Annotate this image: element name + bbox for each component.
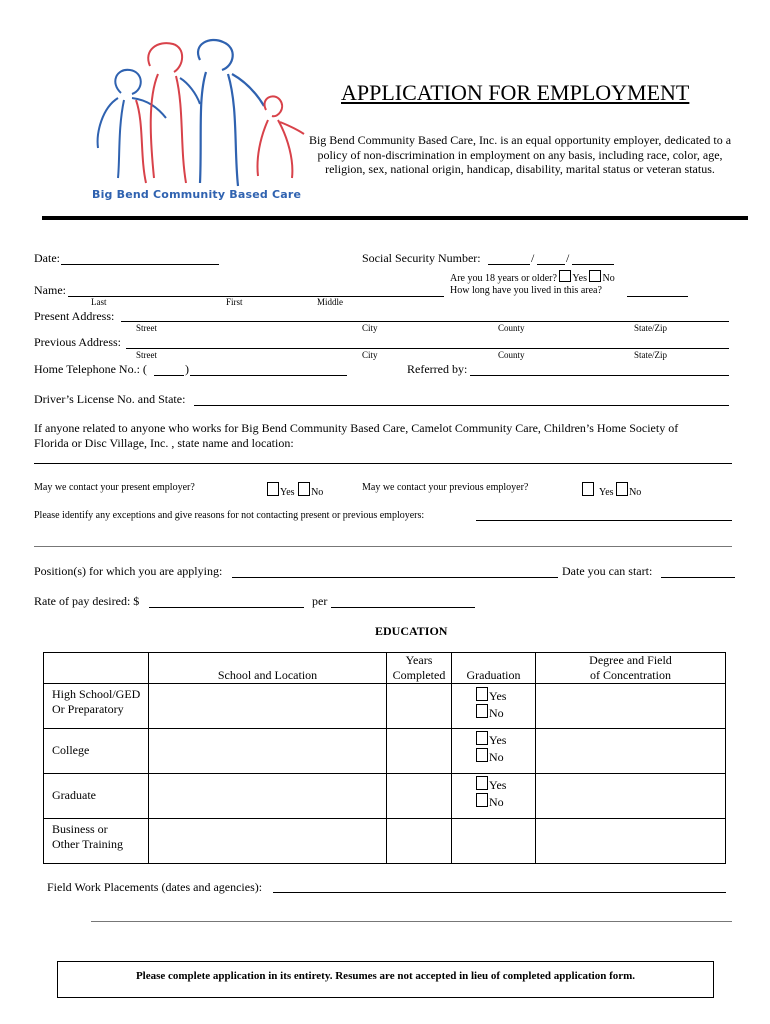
- eeo-statement-line-2: policy of non-discrimination in employment on any basis, including race, color, age,: [317, 148, 723, 162]
- previous-city-caption: City: [362, 350, 378, 360]
- col-years-label-2: Completed: [392, 668, 446, 682]
- education-header-row: [44, 653, 726, 684]
- school-location-cell[interactable]: [149, 729, 387, 774]
- ssn-separator-1: /: [531, 251, 535, 265]
- degree-field-cell[interactable]: [536, 774, 726, 819]
- contact-previous-no-label: No: [629, 487, 642, 498]
- ssn-label: Social Security Number:: [362, 251, 481, 265]
- referred-field[interactable]: [470, 375, 729, 376]
- degree-field-cell[interactable]: [536, 684, 726, 729]
- eeo-statement-line-3: religion, sex, national origin, handicap, disability, marital status or veteran status.: [325, 162, 715, 176]
- col-years-label-1: Years: [405, 653, 433, 667]
- date-field[interactable]: [61, 264, 219, 265]
- years-completed-cell[interactable]: [387, 729, 452, 774]
- graduation-yes-label: Yes: [489, 778, 507, 792]
- graduation-cell: [452, 774, 536, 819]
- education-header-school: [149, 653, 387, 684]
- contact-previous-options: [582, 482, 641, 498]
- graduation-no-label: No: [489, 706, 504, 720]
- row-label-line-1: High School/GED: [52, 687, 141, 701]
- graduation-cell[interactable]: [452, 819, 536, 864]
- referred-label: Referred by:: [407, 362, 468, 376]
- page-title: APPLICATION FOR EMPLOYMENT: [341, 80, 690, 105]
- eeo-statement-line-1: Big Bend Community Based Care, Inc. is an equal opportunity employer, dedicated to a: [308, 133, 732, 147]
- how-long-field[interactable]: [627, 296, 688, 297]
- exceptions-label: Please identify any exceptions and give reasons for not contacting present or previous employers:: [34, 510, 425, 521]
- education-row-high-school: [44, 684, 726, 729]
- school-location-cell[interactable]: [149, 684, 387, 729]
- graduation-no-checkbox[interactable]: [476, 704, 488, 718]
- start-date-field[interactable]: [661, 577, 735, 578]
- name-last-caption: Last: [91, 297, 107, 307]
- how-long-label: How long have you lived in this area?: [450, 285, 602, 296]
- years-completed-cell[interactable]: [387, 684, 452, 729]
- related-question-line-1: If anyone related to anyone who works for Big Bend Community Based Care, Camelot Community Care, Children’s Home Society of: [34, 421, 679, 435]
- graduation-no-label: No: [489, 795, 504, 809]
- rate-per-label: per: [312, 594, 328, 608]
- ssn-field-part-2[interactable]: [537, 264, 565, 265]
- row-label-line-1: Business or: [52, 822, 108, 836]
- contact-previous-no-checkbox[interactable]: [616, 482, 628, 496]
- degree-field-cell[interactable]: [536, 729, 726, 774]
- field-work-field-2[interactable]: [91, 921, 732, 922]
- age-no-checkbox[interactable]: [589, 270, 601, 282]
- row-label-line-1: College: [52, 743, 90, 757]
- age-no-label: No: [602, 273, 615, 284]
- related-question-line-2: Florida or Disc Village, Inc. , state name and location:: [34, 436, 294, 450]
- footer-notice: Please complete application in its entirety. Resumes are not accepted in lieu of completed application form.: [135, 970, 636, 982]
- school-location-cell[interactable]: [149, 774, 387, 819]
- graduation-yes-label: Yes: [489, 689, 507, 703]
- previous-address-label: Previous Address:: [34, 335, 121, 349]
- present-address-field[interactable]: [121, 321, 729, 322]
- age-question: [450, 270, 615, 284]
- rate-per-field[interactable]: [331, 607, 475, 608]
- contact-present-yes-checkbox[interactable]: [267, 482, 279, 496]
- exceptions-field-2[interactable]: [34, 546, 732, 547]
- contact-previous-yes-label: Yes: [599, 487, 614, 498]
- education-row-label: [44, 774, 149, 819]
- graduation-yes-label: Yes: [489, 733, 507, 747]
- col-school-label: School and Location: [217, 668, 318, 682]
- graduation-yes-checkbox[interactable]: [476, 776, 488, 790]
- field-work-field-1[interactable]: [273, 892, 726, 893]
- contact-present-no-label: No: [311, 487, 324, 498]
- col-degree-label-1: Degree and Field: [589, 653, 672, 667]
- education-row-label: [44, 684, 149, 729]
- contact-previous-question: May we contact your previous employer?: [362, 482, 529, 493]
- education-header-type: [44, 653, 149, 684]
- age-question-label: Are you 18 years or older?: [450, 273, 557, 284]
- row-label-line-2: Or Preparatory: [52, 702, 124, 716]
- row-label-line-1: Graduate: [52, 788, 96, 802]
- education-table: [43, 652, 726, 864]
- exceptions-field-1[interactable]: [476, 520, 732, 521]
- contact-present-no-checkbox[interactable]: [298, 482, 310, 496]
- education-heading: EDUCATION: [375, 624, 448, 638]
- previous-statezip-caption: State/Zip: [634, 350, 667, 360]
- related-answer-field[interactable]: [34, 463, 732, 464]
- home-phone-label: Home Telephone No.: (: [34, 362, 147, 376]
- date-label: Date:: [34, 251, 60, 265]
- present-county-caption: County: [498, 323, 525, 333]
- graduation-cell: [452, 684, 536, 729]
- header-divider: [42, 216, 748, 220]
- rate-label: Rate of pay desired: $: [34, 594, 140, 608]
- previous-address-field[interactable]: [126, 348, 729, 349]
- education-row-graduate: [44, 774, 726, 819]
- name-middle-caption: Middle: [317, 297, 343, 307]
- positions-field[interactable]: [232, 577, 558, 578]
- rate-field[interactable]: [149, 607, 304, 608]
- present-street-caption: Street: [136, 323, 157, 333]
- home-phone-number-field[interactable]: [190, 375, 347, 376]
- ssn-field-part-3[interactable]: [572, 264, 614, 265]
- previous-county-caption: County: [498, 350, 525, 360]
- years-completed-cell[interactable]: [387, 774, 452, 819]
- field-work-label: Field Work Placements (dates and agencies):: [47, 880, 263, 894]
- present-address-label: Present Address:: [34, 309, 115, 323]
- ssn-field-part-1[interactable]: [488, 264, 530, 265]
- education-row-label: [44, 819, 149, 864]
- present-city-caption: City: [362, 323, 378, 333]
- education-header-degree: [536, 653, 726, 684]
- school-location-cell[interactable]: [149, 819, 387, 864]
- name-label: Name:: [34, 283, 66, 297]
- footer-notice-box: [57, 961, 714, 998]
- previous-street-caption: Street: [136, 350, 157, 360]
- row-label-line-2: Other Training: [52, 837, 124, 851]
- years-completed-cell[interactable]: [387, 819, 452, 864]
- graduation-yes-checkbox[interactable]: [476, 687, 488, 701]
- graduation-cell: [452, 729, 536, 774]
- contact-present-options: [267, 482, 323, 498]
- ssn-separator-2: /: [566, 251, 570, 265]
- name-first-caption: First: [226, 297, 243, 307]
- col-graduation-label: Graduation: [466, 668, 521, 682]
- education-row-label: [44, 729, 149, 774]
- graduation-no-checkbox[interactable]: [476, 793, 488, 807]
- age-yes-label: Yes: [572, 273, 587, 284]
- license-field[interactable]: [194, 405, 729, 406]
- org-logo: [88, 38, 313, 208]
- graduation-no-label: No: [489, 750, 504, 764]
- education-row-business: [44, 819, 726, 864]
- positions-label: Position(s) for which you are applying:: [34, 564, 223, 578]
- contact-present-yes-label: Yes: [280, 487, 295, 498]
- age-yes-checkbox[interactable]: [559, 270, 571, 282]
- start-date-label: Date you can start:: [562, 564, 653, 578]
- logo-text: Big Bend Community Based Care: [92, 188, 302, 201]
- present-statezip-caption: State/Zip: [634, 323, 667, 333]
- degree-field-cell[interactable]: [536, 819, 726, 864]
- col-degree-label-2: of Concentration: [590, 668, 671, 682]
- graduation-no-checkbox[interactable]: [476, 748, 488, 762]
- education-row-college: [44, 729, 726, 774]
- education-header-graduation: [452, 653, 536, 684]
- home-phone-close-paren: ): [185, 362, 189, 376]
- name-field[interactable]: [68, 296, 444, 297]
- license-label: Driver’s License No. and State:: [34, 392, 186, 406]
- contact-present-question: May we contact your present employer?: [34, 482, 195, 493]
- education-header-years: [387, 653, 452, 684]
- home-phone-area-field[interactable]: [154, 375, 184, 376]
- graduation-yes-checkbox[interactable]: [476, 731, 488, 745]
- family-logo-icon: [88, 38, 313, 188]
- contact-previous-yes-checkbox[interactable]: [582, 482, 594, 496]
